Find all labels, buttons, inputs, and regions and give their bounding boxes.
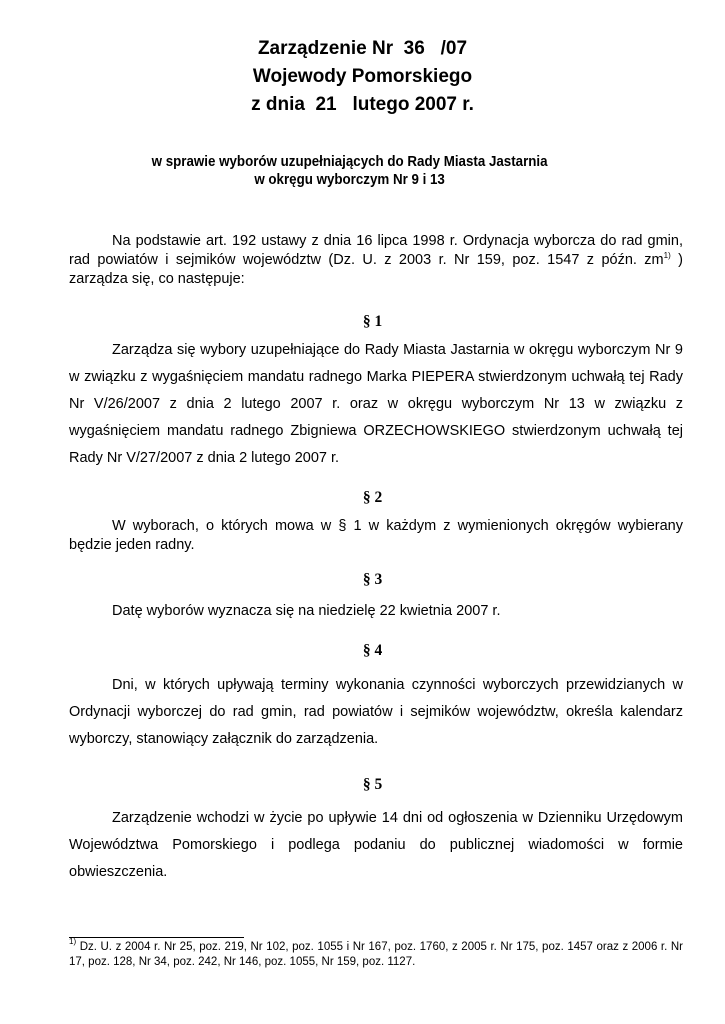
footnote-separator — [69, 937, 244, 938]
footnote-marker: 1) — [69, 937, 77, 946]
section-heading-1: § 1 — [362, 313, 383, 330]
section-heading-4: § 4 — [362, 642, 383, 659]
section-text-4: Dni, w których upływają terminy wykonania czynności wyborczych przewidzianych w Ordynacji wyborczej do rad gmin, rad powiatów i sejmików województw, określa kalendarz wyborczy, stanowiący załącznik do zarządzenia. — [69, 677, 683, 747]
document-issuer: Wojewody Pomorskiego — [252, 66, 473, 87]
section-body-3 — [69, 602, 683, 621]
footnote-ref: 1) — [663, 251, 671, 260]
section-body-4 — [69, 672, 683, 753]
document-title: Zarządzenie Nr 36 /07 — [257, 38, 468, 59]
section-text-1: Zarządza się wybory uzupełniające do Rady Miasta Jastarnia w okręgu wyborczym Nr 9 w związku z wygaśnięciem mandatu radnego Marka PIEPERA stwierdzonym uchwałą tej Rady Nr V/26/2007 z dnia 2 lutego 2007 r. oraz w okręgu wyborczym Nr 13 w związku z wygaśnięciem mandatu radnego Zbigniewa ORZECHOWSKIEGO stwierdzonym uchwałą tej Rady Nr V/27/2007 z dnia 2 lutego 2007 r. — [69, 342, 683, 466]
section-text-3: Datę wyborów wyznacza się na niedzielę 22 kwietnia 2007 r. — [112, 603, 501, 619]
section-body-5 — [69, 805, 683, 886]
section-heading-5: § 5 — [362, 776, 383, 793]
section-body-2 — [69, 517, 683, 555]
section-heading-2: § 2 — [362, 489, 383, 506]
preamble-text: Na podstawie art. 192 ustawy z dnia 16 lipca 1998 r. Ordynacja wyborcza do rad gmin, rad powiatów i sejmików województw (Dz. U. z 2003 r. Nr 159, poz. 1547 z późn. zm — [69, 233, 683, 268]
section-text-5: Zarządzenie wchodzi w życie po upływie 14 dni od ogłoszenia w Dzienniku Urzędowym Województwa Pomorskiego i podlega podaniu do publicznej wiadomości w formie obwieszczenia. — [69, 810, 683, 880]
section-body-1 — [69, 337, 683, 472]
subject-line-2: w okręgu wyborczym Nr 9 i 13 — [254, 172, 445, 188]
section-text-2: W wyborach, o których mowa w § 1 w każdym z wymienionych okręgów wybierany będzie jeden radny. — [69, 518, 683, 553]
footnote — [69, 937, 683, 970]
footnote-text: Dz. U. z 2004 r. Nr 25, poz. 219, Nr 102, poz. 1055 i Nr 167, poz. 1760, z 2005 r. Nr 175, poz. 1457 oraz z 2006 r. Nr 17, poz. 128, Nr 34, poz. 242, Nr 146, poz. 1055, Nr 159, poz. 1127. — [69, 941, 683, 968]
section-heading-3: § 3 — [362, 571, 383, 588]
preamble — [69, 232, 683, 289]
preamble-text-end: ) zarządza się, co następuje: — [69, 252, 683, 287]
document-date: z dnia 21 lutego 2007 r. — [251, 94, 474, 115]
subject-line-1: w sprawie wyborów uzupełniających do Rady Miasta Jastarnia — [151, 154, 548, 170]
